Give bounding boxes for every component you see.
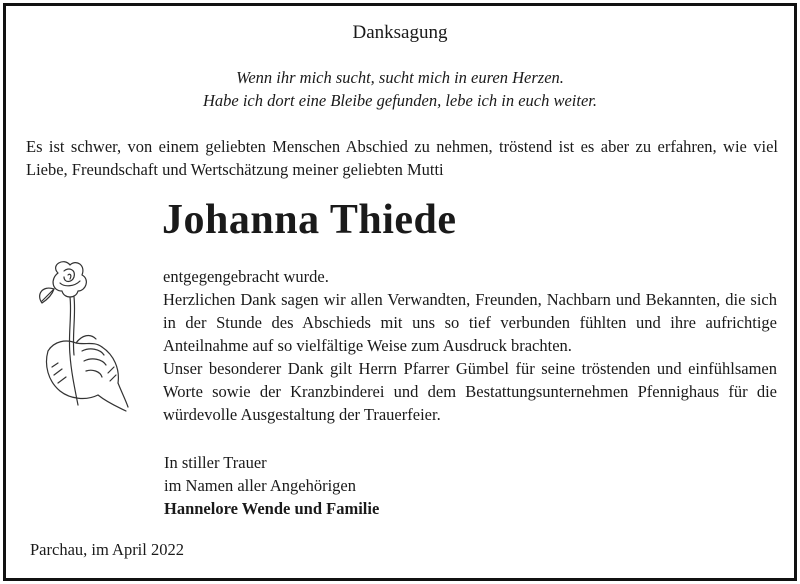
deceased-name: Johanna Thiede [162, 197, 457, 243]
motto-line-2: Habe ich dort eine Bleibe gefunden, lebe ich in euch weiter. [202, 91, 598, 110]
signer-name: Hannelore Wende und Familie [164, 499, 380, 518]
motto-line-1: Wenn ihr mich sucht, sucht mich in euren Herzen. [236, 68, 564, 87]
notice-heading: Danksagung [352, 22, 448, 43]
acknowledgement-line: entgegengebracht wurde. [163, 267, 329, 286]
place-and-date: Parchau, im April 2022 [30, 540, 184, 559]
special-thanks-paragraph: Unser besonderer Dank gilt Herrn Pfarrer Gümbel für seine tröstenden und einfühlsamen Worte sowie der Kranzbinderei und dem Bestattungsunternehmen Pfennighaus für die würdevolle Ausgestaltung der Trauerfeier. [163, 359, 777, 424]
acknowledgement-text [163, 265, 777, 426]
thanks-paragraph: Herzlichen Dank sagen wir allen Verwandten, Freunden, Nachbarn und Bekannten, die sich in der Stunde des Abschieds mit uns so tief verbunden fühlten und ihre aufrichtige Anteilnahme auf so vielfältige Weise zum Ausdruck brachten. [163, 290, 777, 355]
closing-line-2: im Namen aller Angehörigen [164, 476, 356, 495]
motto-verse [0, 66, 800, 112]
closing-line-1: In stiller Trauer [164, 453, 267, 472]
rose-in-hand-icon [30, 255, 130, 420]
intro-paragraph: Es ist schwer, von einem geliebten Menschen Abschied zu nehmen, tröstend ist es aber zu erfahren, wie viel Liebe, Freundschaft und Wertschätzung meiner geliebten Mutti [26, 137, 778, 179]
closing-block [164, 451, 379, 520]
